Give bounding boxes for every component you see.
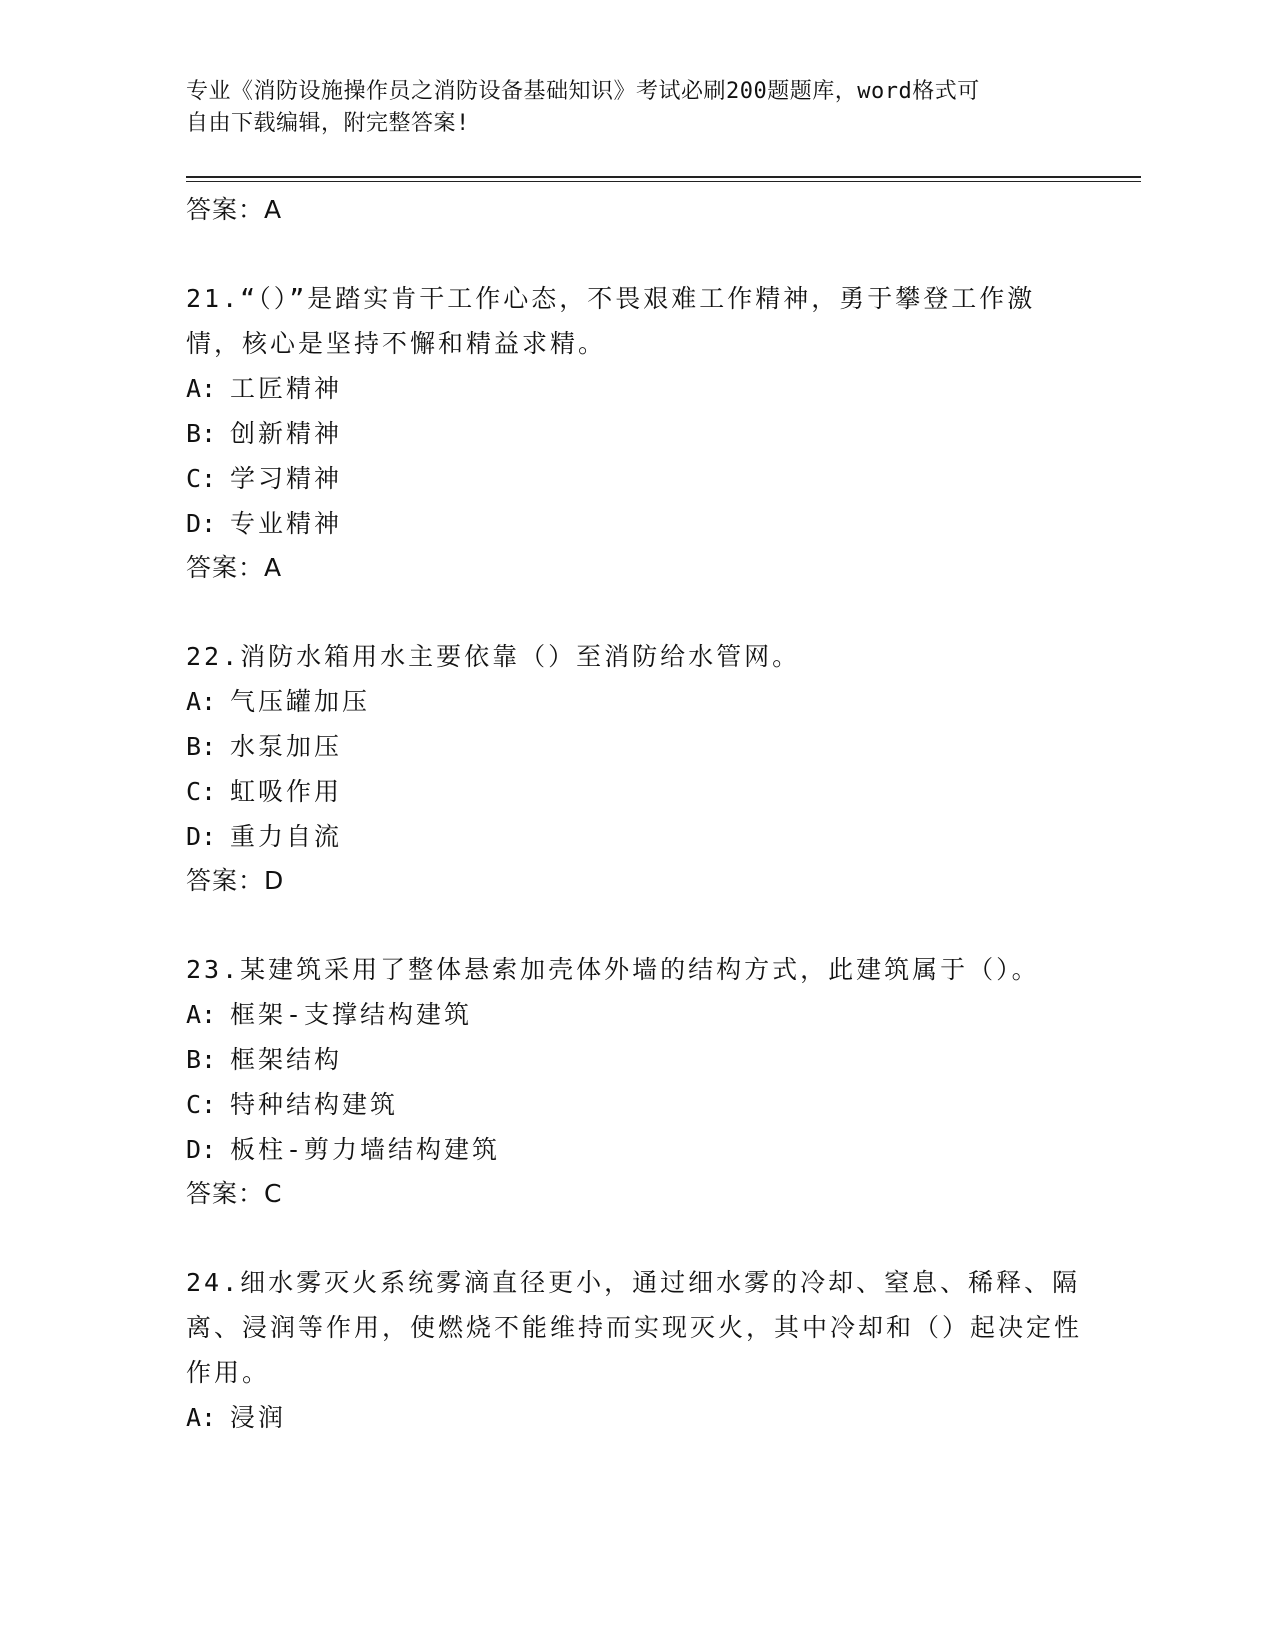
option-text: 框架-支撑结构建筑 <box>230 1000 473 1029</box>
option-letter: C: <box>186 777 217 806</box>
option-a <box>186 992 1086 1037</box>
answer-line: 答案：A <box>186 195 283 224</box>
option-letter: C: <box>186 464 217 493</box>
option-letter: D: <box>186 1135 217 1164</box>
document-body <box>186 188 1086 1440</box>
option-text: 创新精神 <box>230 419 343 448</box>
option-d <box>186 501 1086 546</box>
option-a <box>186 1395 1086 1440</box>
option-text: 工匠精神 <box>230 374 343 403</box>
option-a <box>186 366 1086 411</box>
option-text: 学习精神 <box>230 464 343 493</box>
answer-line: 答案：C <box>186 1179 283 1208</box>
option-b <box>186 411 1086 456</box>
option-c <box>186 769 1086 814</box>
option-b <box>186 724 1086 769</box>
option-letter: D: <box>186 822 217 851</box>
option-text: 专业精神 <box>230 509 343 538</box>
header-divider-thin <box>186 181 1141 182</box>
header-line-1: 专业《消防设施操作员之消防设备基础知识》考试必刷200题题库，word格式可 <box>186 79 980 104</box>
question-text: 21.“（）”是踏实肯干工作心态，不畏艰难工作精神，勇于攀登工作激情，核心是坚持不懈和精益求精。 <box>186 284 1036 358</box>
option-c <box>186 1082 1086 1127</box>
question-block <box>186 276 1086 590</box>
header-divider-thick <box>186 176 1141 178</box>
question-block <box>186 634 1086 903</box>
option-letter: A: <box>186 1403 217 1432</box>
option-text: 重力自流 <box>230 822 343 851</box>
option-letter: B: <box>186 732 217 761</box>
question-text: 23.某建筑采用了整体悬索加壳体外墙的结构方式，此建筑属于（）。 <box>186 955 1040 984</box>
option-a <box>186 679 1086 724</box>
answer-line: 答案：D <box>186 866 285 895</box>
option-text: 框架结构 <box>230 1045 343 1074</box>
option-letter: B: <box>186 419 217 448</box>
answer-line: 答案：A <box>186 553 283 582</box>
option-letter: A: <box>186 374 217 403</box>
header-line-2: 自由下载编辑，附完整答案! <box>186 111 470 136</box>
option-text: 特种结构建筑 <box>230 1090 399 1119</box>
option-text: 水泵加压 <box>230 732 343 761</box>
question-text: 24.细水雾灭火系统雾滴直径更小，通过细水雾的冷却、窒息、稀释、隔离、浸润等作用，使燃烧不能维持而实现灭火，其中冷却和（）起决定性作用。 <box>186 1268 1083 1387</box>
option-letter: A: <box>186 687 217 716</box>
document-header <box>186 76 1066 140</box>
question-text: 22.消防水箱用水主要依靠（）至消防给水管网。 <box>186 642 801 671</box>
option-text: 浸润 <box>230 1403 287 1432</box>
option-letter: C: <box>186 1090 217 1119</box>
option-d <box>186 814 1086 859</box>
option-b <box>186 1037 1086 1082</box>
option-text: 虹吸作用 <box>230 777 343 806</box>
option-letter: A: <box>186 1000 217 1029</box>
option-text: 气压罐加压 <box>230 687 371 716</box>
option-d <box>186 1127 1086 1172</box>
question-block <box>186 1260 1086 1440</box>
option-text: 板柱-剪力墙结构建筑 <box>230 1135 501 1164</box>
option-letter: D: <box>186 509 217 538</box>
option-c <box>186 456 1086 501</box>
option-letter: B: <box>186 1045 217 1074</box>
question-block <box>186 947 1086 1216</box>
